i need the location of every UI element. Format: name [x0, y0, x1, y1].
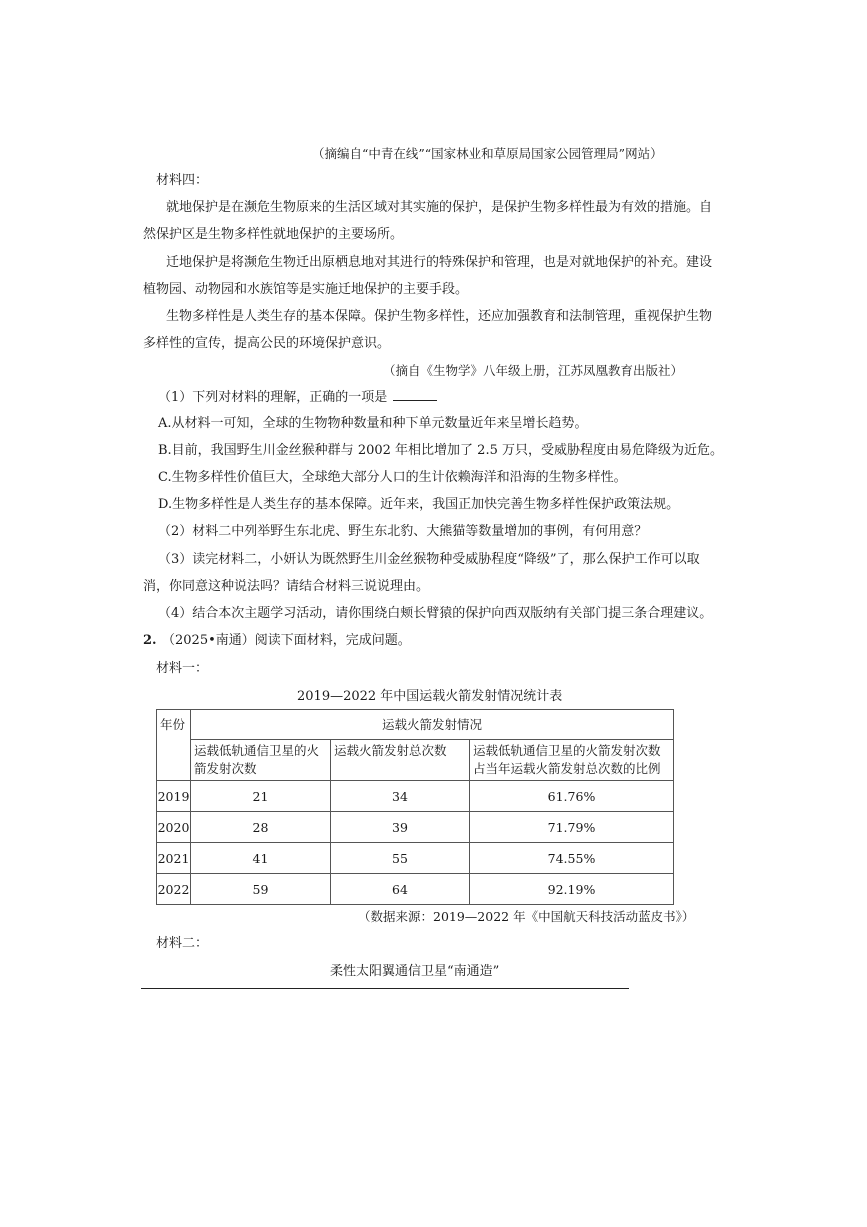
question-3-line-1: （3）读完材料二，小妍认为既然野生川金丝猴物种受威胁程度“降级”了，那么保护工作可以取 [158, 552, 700, 567]
total-cell: 39 [331, 812, 470, 843]
paragraph-3-line-1: 生物多样性是人类生存的基本保障。保护生物多样性，还应加强教育和法制管理，重视保护生物 [166, 309, 713, 324]
source-citation-1: （摘编自“中青在线”“国家林业和草原局国家公园管理局”网站） [312, 146, 663, 161]
table-source-citation: （数据来源：2019—2022 年《中国航天科技活动蓝皮书》） [358, 909, 695, 924]
answer-blank [393, 388, 437, 401]
year-cell: 2022 [157, 874, 191, 905]
table-row [157, 781, 674, 812]
item-2-instruction: （2025•南通）阅读下面材料，完成问题。 [162, 633, 411, 648]
table-row [157, 812, 674, 843]
paragraph-1-line-1: 就地保护是在濒危生物原来的生活区域对其实施的保护，是保护生物多样性最为有效的措施。自 [166, 200, 713, 215]
item-2-number: 2. [143, 633, 157, 648]
low-orbit-cell: 21 [191, 781, 331, 812]
option-c: C.生物多样性价值巨大，全球绝大部分人口的生计依赖海洋和沿海的生物多样性。 [158, 470, 627, 485]
option-a: A.从材料一可知，全球的生物物种数量和种下单元数量近年来呈增长趋势。 [158, 416, 588, 431]
total-cell: 55 [331, 843, 470, 874]
paragraph-1-line-2: 然保护区是生物多样性就地保护的主要场所。 [143, 227, 404, 242]
material-2-label: 材料二： [156, 936, 209, 951]
paragraph-2-line-2: 植物园、动物园和水族馆等是实施迁地保护的主要手段。 [143, 282, 469, 297]
group-header: 运载火箭发射情况 [191, 710, 674, 740]
low-orbit-cell: 59 [191, 874, 331, 905]
year-cell: 2019 [157, 781, 191, 812]
option-b: B.目前，我国野生川金丝猴种群与 2002 年相比增加了 2.5 万只，受威胁程度由易危降级为近危。 [158, 443, 723, 458]
option-d: D.生物多样性是人类生存的基本保障。近年来，我国正加快完善生物多样性保护政策法规。 [158, 497, 680, 512]
question-1 [158, 388, 437, 407]
question-4: （4）结合本次主题学习活动，请你围绕白颊长臂猿的保护向西双版纳有关部门提三条合理建议。 [158, 606, 713, 621]
year-cell: 2020 [157, 812, 191, 843]
ratio-cell: 92.19% [470, 874, 674, 905]
table-row [157, 843, 674, 874]
material-2-title: 柔性太阳翼通信卫星“南通造” [330, 964, 500, 979]
low-orbit-cell: 41 [191, 843, 331, 874]
table-subheader-row [157, 740, 674, 781]
ratio-cell: 74.55% [470, 843, 674, 874]
paragraph-2-line-1: 迁地保护是将濒危生物迁出原栖息地对其进行的特殊保护和管理，也是对就地保护的补充。建设 [166, 255, 713, 270]
material-4-label: 材料四： [156, 173, 209, 188]
ratio-header: 运载低轨通信卫星的火箭发射次数占当年运载火箭发射总次数的比例 [470, 740, 674, 781]
divider-line [141, 988, 629, 989]
material-1-label: 材料一： [156, 661, 209, 676]
year-cell: 2021 [157, 843, 191, 874]
ratio-cell: 71.79% [470, 812, 674, 843]
table-header-row [157, 710, 674, 740]
question-1-text: （1）下列对材料的理解，正确的一项是 [158, 390, 388, 405]
question-2: （2）材料二中列举野生东北虎、野生东北豹、大熊猫等数量增加的事例，有何用意？ [158, 524, 648, 539]
low-orbit-cell: 28 [191, 812, 331, 843]
ratio-cell: 61.76% [470, 781, 674, 812]
year-header: 年份 [157, 710, 191, 781]
rocket-launch-table [156, 709, 674, 905]
source-citation-2: （摘自《生物学》八年级上册，江苏凤凰教育出版社） [383, 363, 684, 378]
paragraph-3-line-2: 多样性的宣传，提高公民的环境保护意识。 [143, 336, 391, 351]
total-cell: 34 [331, 781, 470, 812]
question-3-line-2: 消，你同意这种说法吗？请结合材料三说说理由。 [143, 579, 430, 594]
table-title: 2019—2022 年中国运载火箭发射情况统计表 [297, 689, 563, 704]
table-row [157, 874, 674, 905]
low-orbit-header: 运载低轨通信卫星的火箭发射次数 [191, 740, 331, 781]
total-header: 运载火箭发射总次数 [331, 740, 470, 781]
total-cell: 64 [331, 874, 470, 905]
